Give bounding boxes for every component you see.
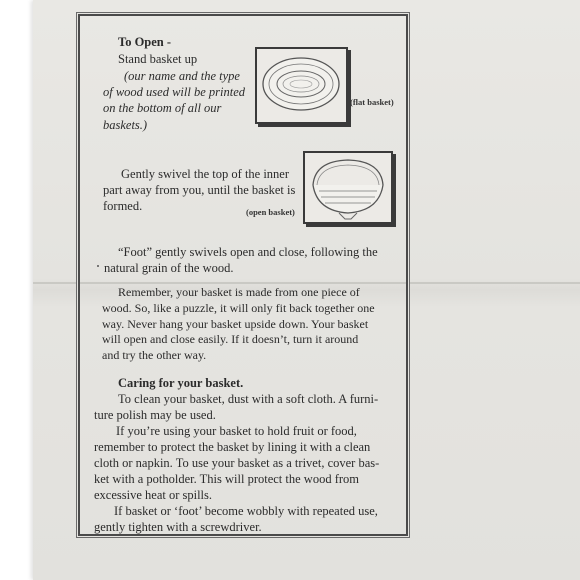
care-line-7: excessive heat or spills. [94,488,213,502]
flat-basket-icon [257,49,346,122]
note-line-2: of wood used will be printed [103,85,246,99]
ink-speck [97,265,99,267]
remember-line-1: Remember, your basket is made from one piece of [118,285,360,299]
care-line-3: If you’re using your basket to hold fruit or food, [116,424,357,438]
care-line-9: gently tighten with a screwdriver. [94,520,262,534]
step-swivel-line-2: part away from you, until the basket is [103,183,296,197]
foot-line-1: “Foot” gently swivels open and close, following the [118,245,378,259]
open-basket-icon [305,153,391,222]
to-open-heading: To Open - [118,35,172,49]
note-line-4: baskets.) [103,118,148,132]
care-line-8: If basket or ‘foot’ become wobbly with repeated use, [114,504,378,518]
note-line-1: (our name and the type [124,69,240,83]
flat-basket-caption: (flat basket) [350,97,394,107]
care-line-1: To clean your basket, dust with a soft cloth. A furni- [118,392,379,406]
open-basket-illustration [303,151,393,224]
remember-line-2: wood. So, like a puzzle, it will only fit back together one [102,301,375,315]
open-basket-caption: (open basket) [246,207,295,217]
step-swivel-line-1: Gently swivel the top of the inner [121,167,290,181]
remember-line-5: and try the other way. [102,348,207,362]
step-stand-basket: Stand basket up [118,52,198,66]
note-line-3: on the bottom of all our [103,101,222,115]
remember-line-4: will open and close easily. If it doesn’t, turn it around [102,332,359,346]
step-swivel-line-3: formed. [103,199,143,213]
care-line-6: ket with a potholder. This will protect the wood from [94,472,360,486]
foot-line-2: natural grain of the wood. [104,261,234,275]
flat-basket-illustration [255,47,348,124]
caring-heading: Caring for your basket. [118,376,244,390]
care-line-5: cloth or napkin. To use your basket as a trivet, cover bas- [94,456,380,470]
remember-line-3: way. Never hang your basket upside down. Your basket [102,317,369,331]
care-line-4: remember to protect the basket by lining it with a clean [94,440,371,454]
care-line-2: ture polish may be used. [94,408,216,422]
